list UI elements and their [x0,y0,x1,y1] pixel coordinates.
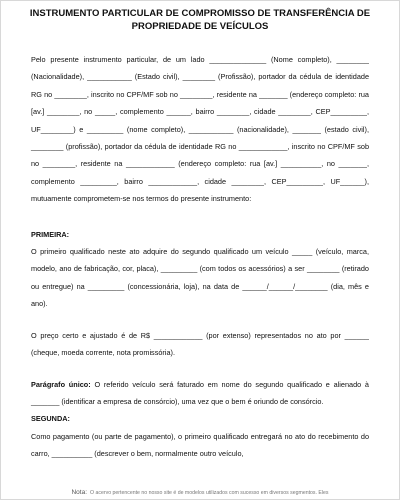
paragrafo-unico-text: O referido veículo será faturado em nome do segundo qualificado e alienado à _______ (identificar a empresa de consórcio), uma vez que o bem é oriundo de consórcio. [31,379,369,406]
preco-paragraph: O preço certo e ajustado é de R$ ____________ (por extenso) representados no ato por ______ (cheque, moeda corrente, nota promissória). [31,330,369,358]
document-body [31,51,369,463]
intro-paragraph: Pelo presente instrumento particular, de um lado ______________ (Nome completo), ________ (Nacionalidade), ___________ (Estado civil), ________ (Profissão), portador da cédula de identidade RG no ________, inscrito no CPF/MF sob no ________, residente na _______ (endereço completo: rua [av.] ________, no _____, complemento ______, bairro ________, cidade ________, CEP_________, UF________) e _________ (nome completo), ___________ (nacionalidade), _______ (estado civil), ________ (profissão), portador da cédula de identidade RG no ____________, inscrito no CPF/MF sob no ________, residente na ____________ (endereço completo: rua [av.] __________, no _______, complemento _________, bairro ____________, cidade ________, CEP_________, UF______), mutuamente comprometem-se nos termos do presente instrumento: [31,55,369,204]
primeira-paragraph: O primeiro qualificado neste ato adquire do segundo qualificado um veículo _____ (veículo, marca, modelo, ano de fabricação, cor, placa), _________ (com todos os acessórios) a ser ________ (retirado ou entregue) na _________ (concessionária, loja), na data de ______/______/________ (dia, mês e ano). [31,247,369,309]
title-line-1: INSTRUMENTO PARTICULAR DE COMPROMISSO DE TRANSFERÊNCIA DE [29,8,371,19]
footer-note [1,489,399,496]
paragrafo-unico [31,376,369,411]
document-title [11,7,389,33]
title-line-2: PROPRIEDADE DE VEÍCULOS [131,21,269,32]
primeira-heading: PRIMEIRA: [31,229,70,239]
paragrafo-unico-label: Parágrafo único: [31,379,91,389]
footer-text: O acervo pertencente no nosso site é de modelos utilizados com sucesso em diversos segmentos. Eles [90,490,329,496]
segunda-heading: SEGUNDA: [31,414,70,424]
footer-label: Nota: [71,489,88,496]
segunda-paragraph: Como pagamento (ou parte de pagamento), o primeiro qualificado entregará no ato do recebimento do carro, __________ (descrever o bem, normalmente outro veículo, [31,431,369,459]
